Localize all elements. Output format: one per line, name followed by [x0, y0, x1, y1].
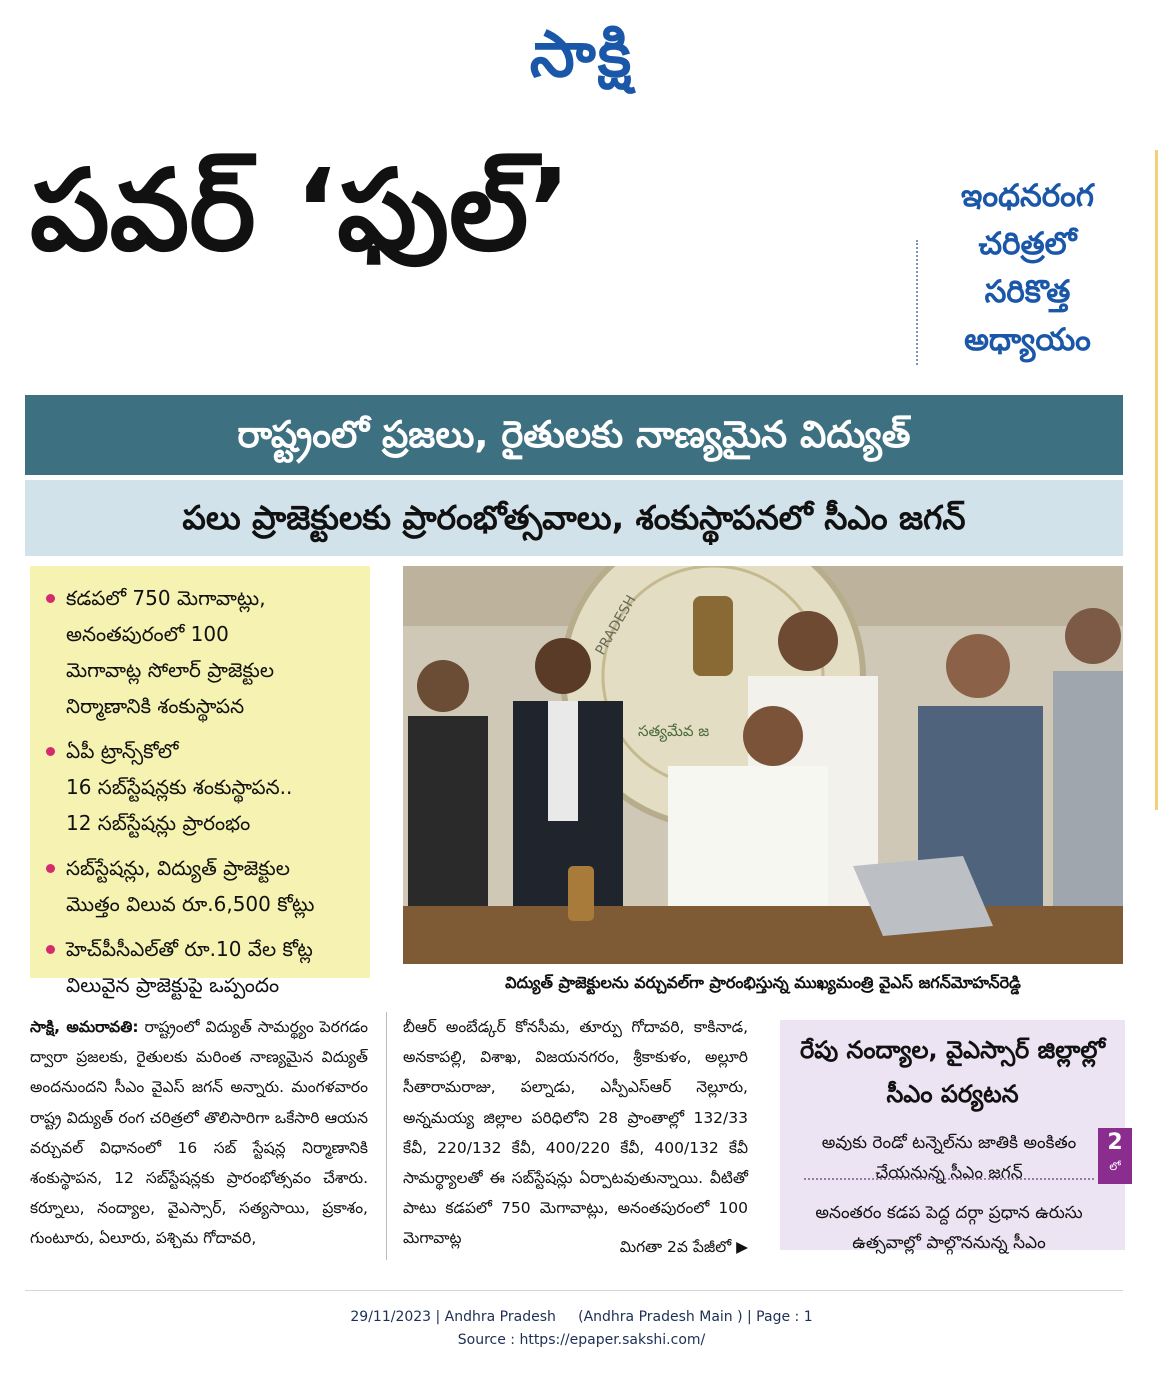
news-photo — [403, 566, 1123, 964]
article-dateline: సాక్షి, అమరావతి: — [30, 1018, 139, 1036]
bullet-icon — [46, 594, 55, 603]
kicker-divider — [916, 240, 918, 365]
continued-on-page-link[interactable]: మిగతా 2వ పేజీలో ▶ — [619, 1238, 748, 1256]
kicker-line: అధ్యాయం — [964, 322, 1091, 358]
highlight-item — [30, 931, 370, 1003]
highlight-line: సబ్‌స్టేషన్లు, విద్యుత్ ప్రాజెక్టుల — [66, 856, 290, 880]
bullet-icon — [46, 945, 55, 954]
column-divider — [386, 1012, 387, 1260]
sidebar-title: రేపు నంద్యాల, వైఎస్సార్ జిల్లాల్లో సీఎం పర్యటన — [799, 1036, 1106, 1108]
highlight-line: 12 సబ్‌స్టేషన్లు ప్రారంభం — [66, 811, 251, 835]
highlights-box — [30, 566, 370, 997]
highlight-item — [30, 850, 370, 922]
highlight-line: 16 సబ్‌స్టేషన్లకు శంకుస్థాపన.. — [66, 775, 293, 799]
secondary-subheadline-banner: పలు ప్రాజెక్టులకు ప్రారంభోత్సవాలు, శంకుస్థాపనలో సీఎం జగన్ — [25, 480, 1123, 556]
highlight-item — [30, 580, 370, 724]
highlight-line: మెగావాట్ల సోలార్ ప్రాజెక్టుల — [66, 658, 275, 682]
article-column-1 — [30, 1012, 368, 1254]
kicker-line: సరికొత్త — [984, 274, 1071, 310]
bottom-rule — [25, 1290, 1123, 1291]
highlight-line: హెచ్‌పీసీఎల్‌తో రూ.10 వేల కోట్ల — [66, 937, 313, 961]
highlight-line: నిర్మాణానికి శంకుస్థాపన — [66, 694, 245, 718]
kicker-line: చరిత్రలో — [978, 226, 1077, 262]
footer-edition-info: 29/11/2023 | Andhra Pradesh (Andhra Pradesh Main ) | Page : 1 — [350, 1309, 813, 1325]
headline-kicker — [920, 172, 1135, 364]
highlight-line: అనంతపురంలో 100 — [66, 622, 229, 646]
highlight-line: ఏపీ ట్రాన్స్‌కోలో — [66, 739, 179, 763]
highlight-line: కడపలో 750 మెగావాట్లు, — [66, 586, 266, 610]
article-column-2: బీఆర్ అంబేడ్కర్ కోనసీమ, తూర్పు గోదావరి, కాకినాడ, అనకాపల్లి, విశాఖ, విజయనగరం, శ్రీకాకుళం, అల్లూరి సీతారామరాజు, పల్నాడు, ఎస్పీఎస్‌ఆర్ నెల్లూరు, అన్నమయ్య జిల్లాల పరిధిలోని 28 ప్రాంతాల్లో 132/33 కేవీ, 220/132 కేవీ, 400/220 కేవీ, 400/132 కేవీ సామర్థ్యాలతో ఈ సబ్‌స్టేషన్లు ఏర్పాటవుతున్నాయి. వీటితో పాటు కడపలో 750 మెగావాట్లు, అనంతపురంలో 100 మెగావాట్ల — [403, 1018, 748, 1248]
bullet-icon — [46, 747, 55, 756]
highlight-item — [30, 733, 370, 841]
badge-suffix: లో — [1109, 1160, 1121, 1173]
photo-illustration — [403, 566, 1123, 964]
emblem-motto-text: సత్యమేవ జ — [638, 722, 710, 740]
badge-number: 2 — [1107, 1130, 1123, 1155]
article-text: రాష్ట్రంలో విద్యుత్ సామర్థ్యం పెరగడం ద్వారా ప్రజలకు, రైతులకు మరింత నాణ్యమైన విద్యుత్ అందనుందని సీఎం వైఎస్ జగన్ అన్నారు. మంగళవారం రాష్ట్ర విద్యుత్ రంగ చరిత్రలో తొలిసారిగా ఒకేసారి ఆయన వర్చువల్ విధానంలో 16 సబ్ స్టేషన్ల నిర్మాణానికి శంకుస్థాపన, 12 సబ్‌స్టేషన్లకు ప్రారంభోత్సవం చేశారు. కర్నూలు, నంద్యాల, వైఎస్సార్, సత్యసాయి, ప్రకాశం, గుంటూరు, ఏలూరు, పశ్చిమ గోదావరి, — [30, 1018, 368, 1248]
photo-caption: విద్యుత్ ప్రాజెక్టులను వర్చువల్‌గా ప్రారంభిస్తున్న ముఖ్యమంత్రి వైఎస్ జగన్‌మోహన్‌రెడ్డి — [505, 973, 1021, 992]
sidebar-divider — [804, 1178, 1094, 1180]
highlight-line: మొత్తం విలువ రూ.6,500 కోట్లు — [66, 892, 315, 916]
highlight-line: విలువైన ప్రాజెక్టుపై ఒప్పందం — [66, 973, 280, 997]
sidebar-item: అవుకు రెండో టన్నెల్‌ను జాతికి అంకితం చేయనున్న సీఎం జగన్ — [821, 1133, 1077, 1183]
sidebar-item: అనంతరం కడప పెద్ద దర్గా ప్రధాన ఉరుసు ఉత్సవాల్లో పాల్గొననున్న సీఎం — [815, 1203, 1083, 1253]
footer-source: Source : https://epaper.sakshi.com/ — [457, 1332, 706, 1348]
emblem-arc-text: PRADESH — [592, 592, 640, 658]
sidebar-box — [780, 1020, 1125, 1253]
kicker-line: ఇంధనరంగ — [961, 178, 1094, 214]
masthead-logo: సాక్షి — [529, 18, 634, 92]
column-rule — [1155, 150, 1158, 810]
highlights-list — [30, 580, 370, 1012]
sidebar-text — [794, 1128, 1104, 1258]
bullet-icon — [46, 864, 55, 873]
main-subheadline-banner: రాష్ట్రంలో ప్రజలు, రైతులకు నాణ్యమైన విద్యుత్ — [25, 395, 1123, 475]
page-reference-badge — [1098, 1128, 1132, 1184]
headline-title: పవర్ ‘ఫుల్’ — [30, 146, 571, 276]
